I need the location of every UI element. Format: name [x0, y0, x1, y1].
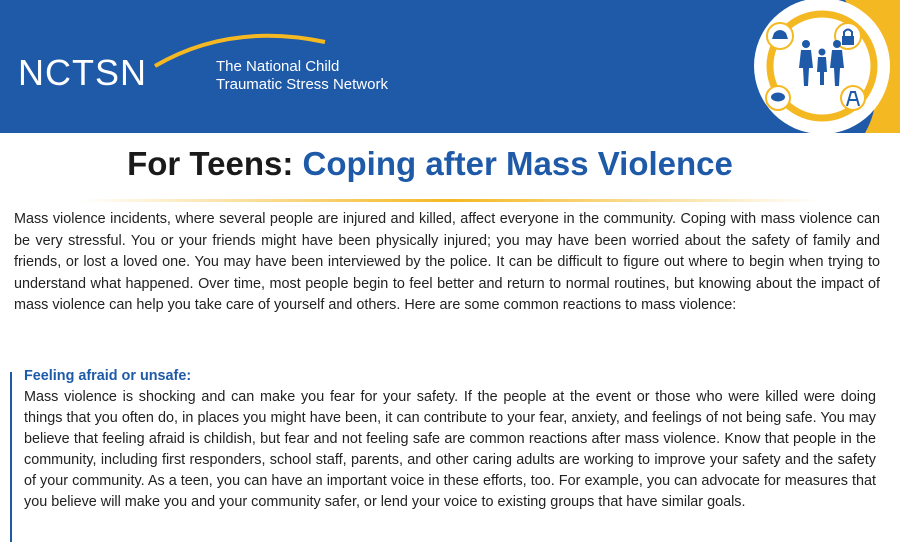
page-title [0, 145, 860, 183]
speech-bubble-icon [766, 86, 790, 110]
org-name-line2: Traumatic Stress Network [216, 76, 388, 93]
org-name [216, 58, 388, 94]
emblem [745, 0, 900, 133]
title-main: Coping after Mass Violence [302, 145, 733, 182]
playground-icon [841, 86, 865, 110]
section-body: Mass violence is shocking and can make you fear for your safety. If the people at the event or those who were killed were doing things that you often do, in places you might have been, it can contribute to your fear, anxiety, and feelings of not being safe. You may believe that feeling afraid is childish, but fear and not feeling safe are common reactions after mass violence. Know that people in the community, including first responders, school staff, parents, and other caring adults are working to improve your safety and the safety of your community. As a teen, you can have an important voice in these efforts, too. For example, you can advocate for measures that you believe will make you and your community safer, or lend your voice to existing groups that have similar goals. [24, 389, 876, 510]
hat-icon [767, 23, 793, 49]
section-feeling-afraid [0, 360, 900, 547]
title-underline [0, 196, 900, 206]
title-prefix: For Teens: [127, 145, 294, 182]
logo-text: NCTSN [18, 52, 147, 93]
section-heading: Feeling afraid or unsafe: [24, 368, 192, 384]
section-bar [10, 372, 12, 542]
intro-paragraph: Mass violence incidents, where several people are injured and killed, affect everyone in the community. Coping with mass violence can be very stressful. You or your friends might have been physically injured; you may have been worried about the safety of family and friends, or lost a loved one. You may have been interviewed by the police. It can be difficult to figure out where to begin when trying to understand what happened. Over time, most people begin to feel better and return to normal routines, but knowing about the impact of mass violence can help you take care of yourself and others. Here are some common reactions to mass violence: [14, 211, 880, 314]
org-name-line1: The National Child [216, 58, 340, 75]
